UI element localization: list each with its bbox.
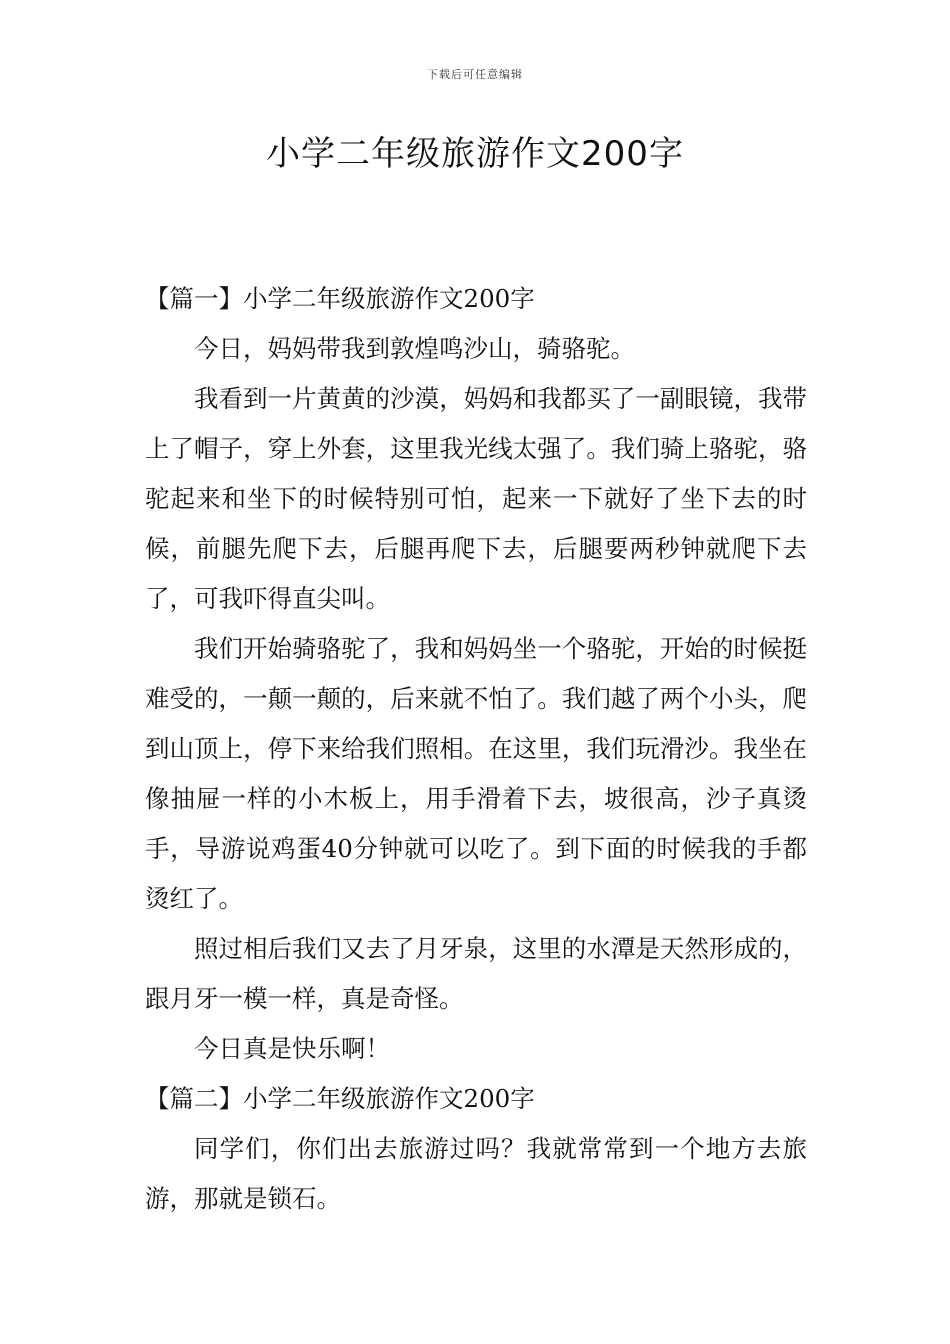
paragraph: 我们开始骑骆驼了，我和妈妈坐一个骆驼，开始的时候挺难受的，一颠一颠的，后来就不怕了。我们越了两个小头，爬到山顶上，停下来给我们照相。在这里，我们玩滑沙。我坐在像抽屉一样的小木板上，用手滑着下去，坡很高，沙子真烫手，导游说鸡蛋40分钟就可以吃了。到下面的时候我的手都烫红了。: [145, 634, 807, 913]
section-2: [145, 1074, 807, 1224]
section-heading: 【篇一】小学二年级旅游作文200字: [145, 284, 535, 313]
document-title: 小学二年级旅游作文200字: [266, 134, 684, 174]
paragraph: 今日，妈妈带我到敦煌鸣沙山，骑骆驼。: [194, 334, 635, 363]
section-1: [145, 274, 807, 1074]
section-heading: 【篇二】小学二年级旅游作文200字: [145, 1084, 535, 1113]
paragraph: 照过相后我们又去了月牙泉，这里的水潭是天然形成的，跟月牙一模一样，真是奇怪。: [145, 934, 807, 1013]
paragraph: 同学们，你们出去旅游过吗？我就常常到一个地方去旅游，那就是锁石。: [145, 1134, 807, 1213]
paragraph: 我看到一片黄黄的沙漠，妈妈和我都买了一副眼镜，我带上了帽子，穿上外套，这里我光线太强了。我们骑上骆驼，骆驼起来和坐下的时候特别可怕，起来一下就好了坐下去的时候，前腿先爬下去，后腿再爬下去，后腿要两秒钟就爬下去了，可我吓得直尖叫。: [145, 384, 807, 613]
header-note: 下载后可任意编辑: [427, 68, 523, 81]
document-body: [145, 274, 807, 1224]
paragraph: 今日真是快乐啊！: [194, 1034, 390, 1063]
